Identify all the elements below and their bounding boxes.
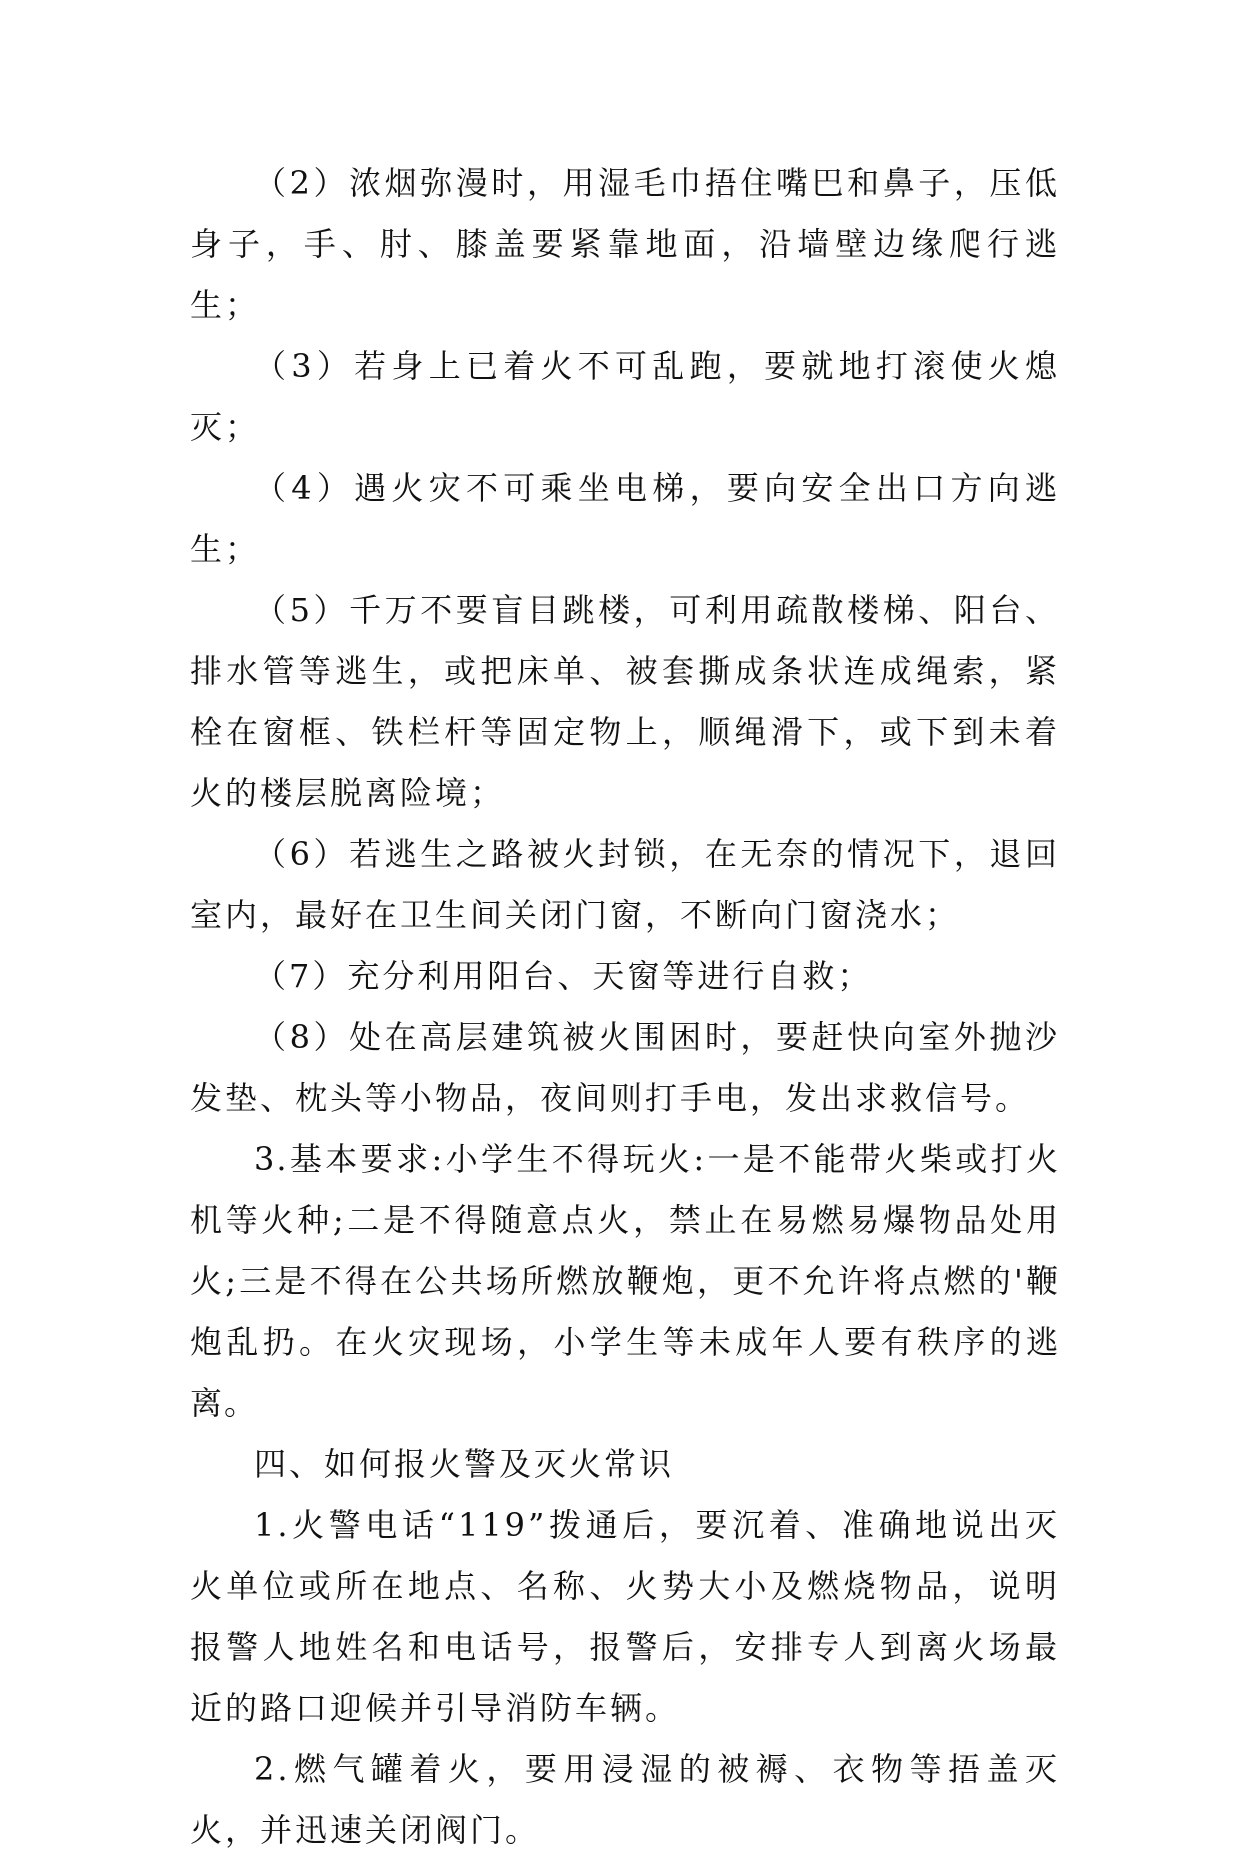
paragraph-clothes-on-fire: （3）若身上已着火不可乱跑，要就地打滚使火熄灭； bbox=[190, 347, 1060, 446]
paragraph-call-119: 1.火警电话“119”拨通后，要沉着、准确地说出灭火单位或所在地点、名称、火势大小及燃烧物品，说明报警人地姓名和电话号，报警后，安排专人到离火场最近的路口迎候并引导消防车辆。 bbox=[190, 1506, 1060, 1727]
paragraph-retreat-indoors: （6）若逃生之路被火封锁，在无奈的情况下，退回室内，最好在卫生间关闭门窗，不断向门窗浇水； bbox=[190, 835, 1060, 934]
paragraph-no-elevator: （4）遇火灾不可乘坐电梯，要向安全出口方向逃生； bbox=[190, 469, 1060, 568]
section-heading-fire-alarm: 四、如何报火警及灭火常识 bbox=[254, 1445, 675, 1483]
paragraph-gas-tank-fire: 2.燃气罐着火，要用浸湿的被褥、衣物等捂盖灭火，并迅速关闭阀门。 bbox=[190, 1750, 1060, 1849]
paragraph-basic-requirements: 3.基本要求:小学生不得玩火:一是不能带火柴或打火机等火种;二是不得随意点火，禁止在易燃易爆物品处用火;三是不得在公共场所燃放鞭炮，更不允许将点燃的'鞭炮乱扔。在火灾现场，小学生等未成年人要有秩序的逃离。 bbox=[190, 1140, 1060, 1422]
paragraph-self-rescue: （7）充分利用阳台、天窗等进行自救； bbox=[254, 957, 873, 995]
paragraph-smoke-escape: （2）浓烟弥漫时，用湿毛巾捂住嘴巴和鼻子，压低身子，手、肘、膝盖要紧靠地面，沿墙壁边缘爬行逃生； bbox=[190, 164, 1060, 324]
document-body bbox=[190, 153, 1060, 1861]
paragraph-no-jumping: （5）千万不要盲目跳楼，可利用疏散楼梯、阳台、排水管等逃生，或把床单、被套撕成条状连成绳索，紧栓在窗框、铁栏杆等固定物上，顺绳滑下，或下到未着火的楼层脱离险境； bbox=[190, 591, 1060, 812]
paragraph-high-rise-signal: （8）处在高层建筑被火围困时，要赶快向室外抛沙发垫、枕头等小物品，夜间则打手电，发出求救信号。 bbox=[190, 1018, 1060, 1117]
